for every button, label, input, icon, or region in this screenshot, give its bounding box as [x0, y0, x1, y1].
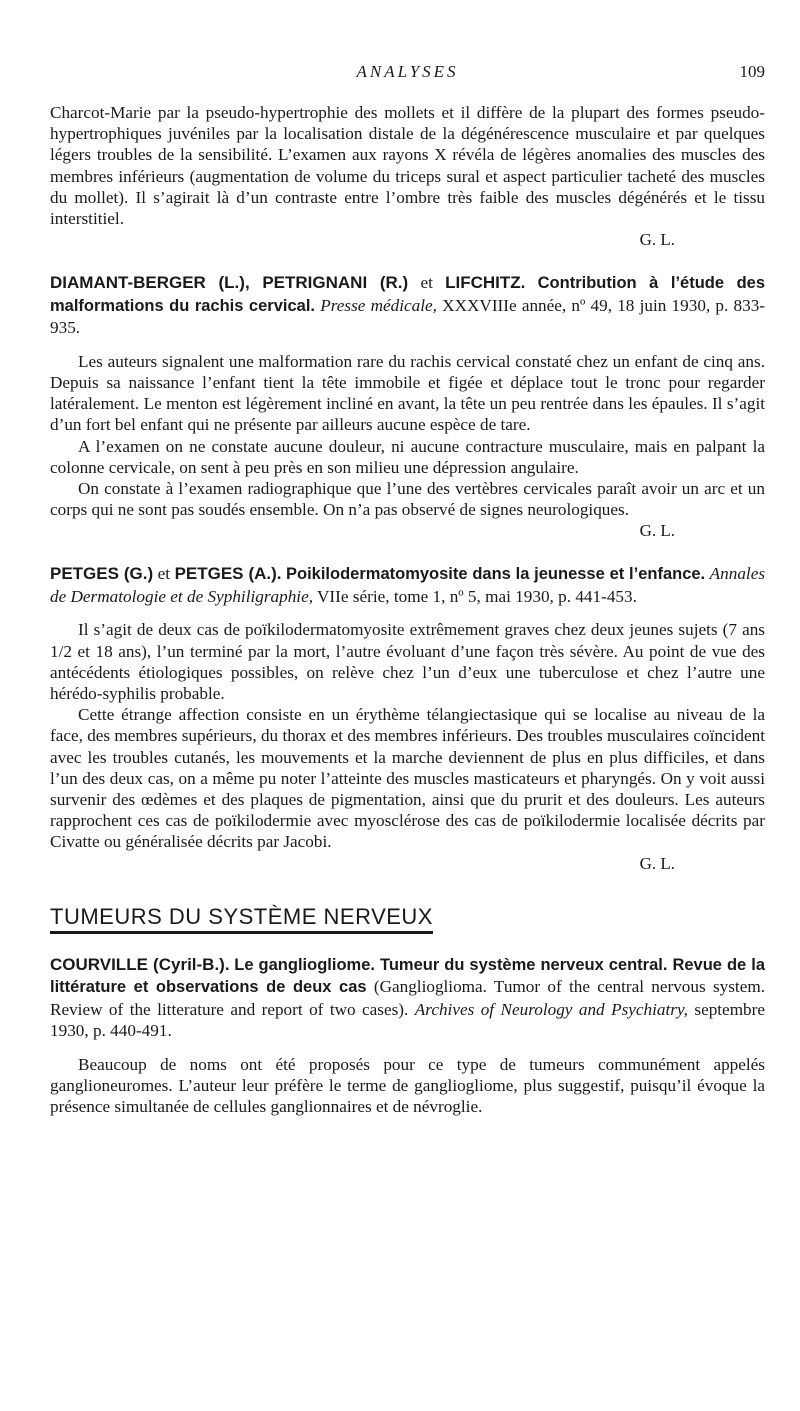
article-authors-2: PETGES (A.). — [174, 564, 282, 584]
article-paragraph: Les auteurs signalent une malformation rare du rachis cervical constaté chez un enfant de cinq ans. Depuis sa naissance l’enfant tient la tête immobile et figée et déplace tout le tronc pour regarder latéralement. Le menton est légèrement incliné en avant, la tête un peu rentrée dans les épaules. Il s’agit d’un fort bel enfant qui ne présente par ailleurs aucune espèce de tare. — [50, 351, 765, 435]
article-author-connector: et — [408, 273, 446, 293]
article-title: Contribution à l’étude des malformations du rachis cervical. — [50, 274, 766, 315]
article-paragraph: Il s’agit de deux cas de poïkilodermatomyosite extrêmement graves chez deux jeunes sujets (7 ans 1/2 et 18 ans), l’un terminé par la mort, l’autre évoluant d’une façon très sévère. Au point de vue des antécédents étiologiques possibles, on relève chez l’un d’eux une tuberculose et chez l’autre une hérédo-syphilis probable. — [50, 620, 765, 703]
article-authors: DIAMANT-BERGER (L.), PETRIGNANI (R.) — [50, 273, 409, 293]
section-heading: TUMEURS DU SYSTÈME NERVEUX — [50, 904, 433, 934]
article-signature: G. L. — [639, 521, 675, 541]
article-details: septembre 1930, p. 440-491. — [50, 999, 766, 1041]
article-journal: Presse médicale, — [320, 295, 437, 315]
article-citation — [50, 272, 765, 339]
running-header — [50, 60, 765, 88]
running-header-title: ANALYSES — [356, 62, 459, 81]
article-paragraph: Beaucoup de noms ont été proposés pour ce type de tumeurs communément appelés ganglioneuromes. L’auteur leur préfère le terme de gangliogliome, plus suggestif, puisqu’il évoque la présence simultanée de cellules ganglionnaires et de névroglie. — [50, 1054, 765, 1116]
intro-paragraph: Charcot-Marie par la pseudo-hypertrophie des mollets et il diffère de la plupart des formes pseudo-hypertrophiques juvéniles par la localisation distale de la dégénérescence musculaire et par quelques légers troubles de la sensibilité. L’examen aux rayons X révéla de légères anomalies des muscles des membres inférieurs (augmentation de volume du triceps sural et aspect particulier tacheté des muscles du mollet). Il s’agirait là d’un contraste entre l’ombre très faible des muscles dégénérés et le tissu interstitiel. — [50, 103, 765, 229]
article-author-connector: et — [153, 564, 175, 584]
article-petges — [50, 563, 765, 873]
article-paragraph: On constate à l’examen radiographique que l’une des vertèbres cervicales paraît avoir un arc et un corps qui ne sont pas soudés ensemble. On n’a pas observé de signes neurologiques. — [50, 478, 765, 520]
article-citation — [50, 954, 765, 1042]
article-authors-2: LIFCHITZ. — [445, 273, 526, 293]
article-details: VIIe série, tome 1, nº 5, mai 1930, p. 441-453. — [317, 586, 637, 606]
article-signature: G. L. — [639, 853, 675, 873]
article-paragraph: Cette étrange affection consiste en un érythème télangiectasique qui se localise au niveau de la face, des membres supérieurs, du thorax et des membres inférieurs. Des troubles musculaires coïncident avec les troubles cutanés, les mouvements et la marche deviennent de plus en plus difficiles, et dans l’un des deux cas, on a même pu noter l’atteinte des muscles masticateurs et pharyngés. On y voit aussi survenir des œdèmes et des plaques de pigmentation, ainsi que du prurit et des douleurs. Les auteurs rapprochent ces cas de poïkilodermie avec myosclérose des cas de poïkilodermie localisée décrits par Civatte ou généralisée décrits par Jacobi. — [50, 705, 765, 852]
article-authors: COURVILLE (Cyril-B.). — [50, 954, 230, 974]
intro-signature: G. L. — [639, 230, 675, 250]
article-title: Le gangliogliome. Tumeur du système nerveux central. Revue de la littérature et observations de deux cas — [50, 955, 766, 997]
page — [50, 60, 765, 1117]
article-translated-title: (Ganglioglioma. Tumor of the central nervous system. Review of the litterature and report of two cases). — [50, 977, 765, 1019]
article-journal: Archives of Neurology and Psychiatry, — [414, 999, 688, 1019]
article-courville — [50, 954, 765, 1118]
article-paragraph: A l’examen on ne constate aucune douleur, ni aucune contracture musculaire, mais en palpant la colonne cervicale, on sent à peu près en son milieu une dépression angulaire. — [50, 436, 765, 477]
article-citation — [50, 563, 765, 607]
article-diamant-berger — [50, 272, 765, 541]
article-details: XXXVIIIe année, nº 49, 18 juin 1930, p. 833-935. — [50, 295, 766, 338]
article-authors: PETGES (G.) — [50, 564, 154, 584]
article-title: Poikilodermatomyosite dans la jeunesse et l’enfance. — [286, 565, 706, 584]
page-number: 109 — [739, 62, 765, 81]
article-journal: Annales de Dermatologie et de Syphiligraphie, — [50, 564, 766, 606]
